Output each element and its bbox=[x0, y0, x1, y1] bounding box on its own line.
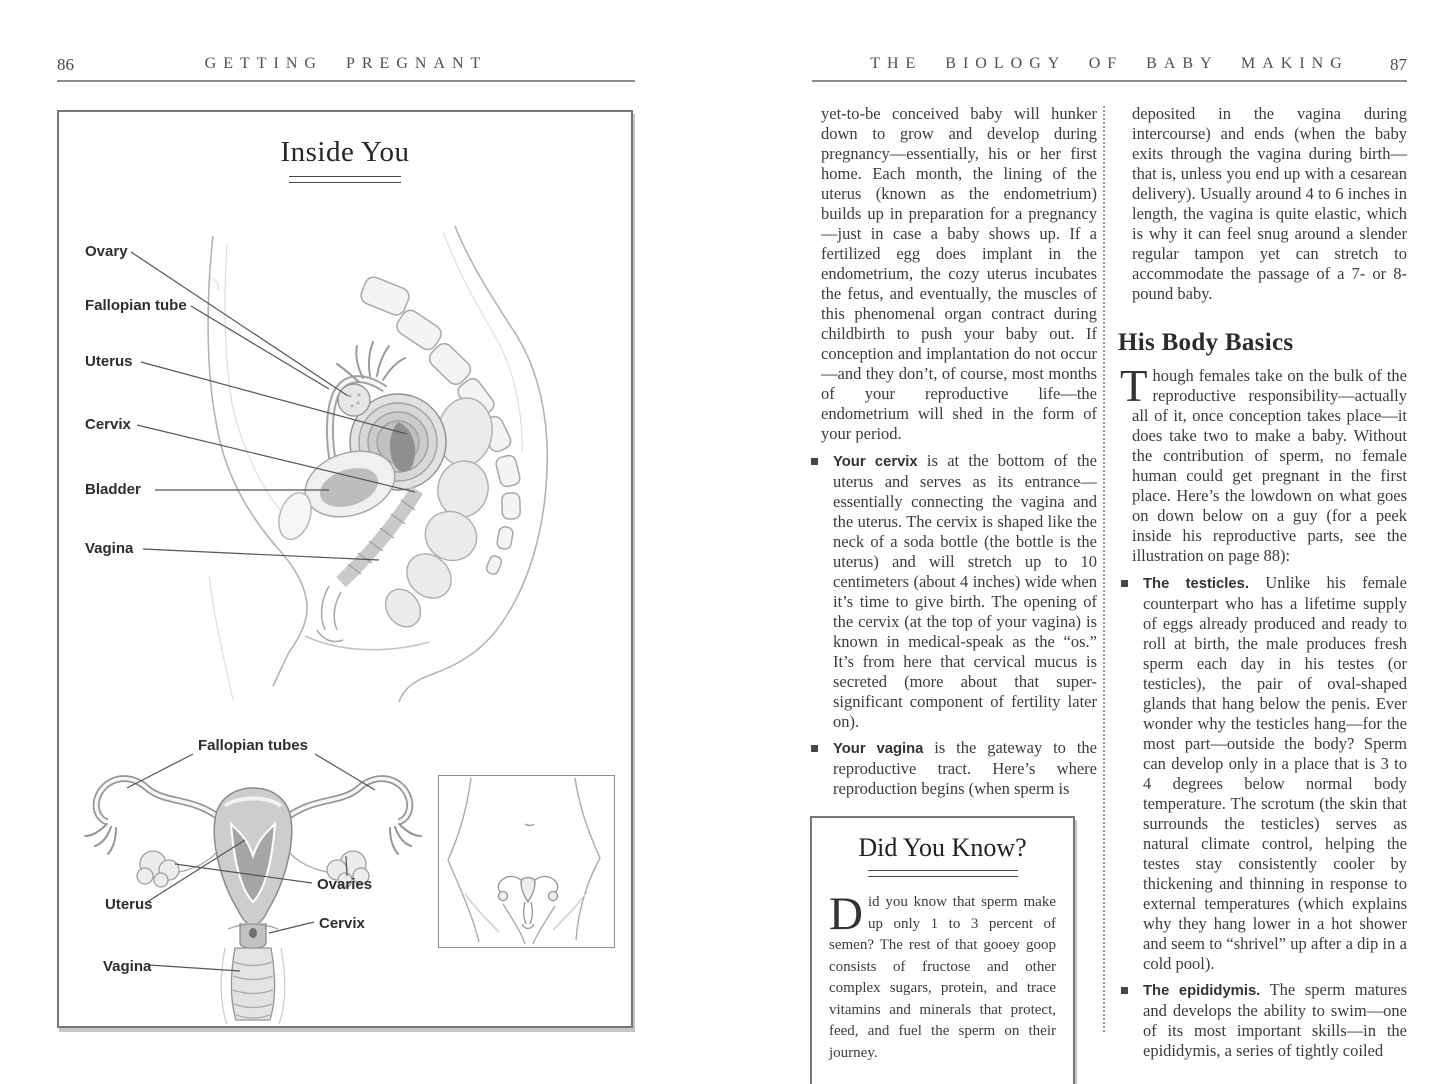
left-page-header bbox=[57, 55, 635, 77]
right-page-header bbox=[812, 55, 1407, 77]
bullet-list bbox=[1118, 573, 1407, 1061]
figure-title-rule bbox=[289, 176, 401, 183]
anatomy-figure-box bbox=[57, 110, 633, 1028]
label-ovaries: Ovaries bbox=[317, 876, 373, 893]
ovary-shape bbox=[338, 384, 370, 416]
body-front-contour bbox=[208, 236, 307, 686]
section-heading: His Body Basics bbox=[1118, 329, 1294, 356]
did-you-know-body: id you know that sperm make up only 1 to 3 percent of semen? The rest of that gooey goop consists of fructose and other complex sugars, protein, and trace vitamins and minerals that protect, feed, and fuel the sperm on their journey. bbox=[829, 894, 1056, 1061]
drop-cap: D bbox=[829, 888, 863, 940]
external-view-inset bbox=[438, 775, 615, 948]
drop-cap: T bbox=[1120, 361, 1148, 411]
bullet-text: is the gateway to the reproductive tract. Here’s where reproduction begins (when sperm is bbox=[833, 738, 1097, 798]
paragraph-text: hough females take on the bulk of the reproductive responsibility—actually all of it, once conception takes place—it does take two to make a baby. Without the contribution of sperm, no female human could get pregnant in the first place. Here’s the lowdown on what goes on down below on a guy (for a peek inside his reproductive parts, see the illustration on page 88): bbox=[1132, 366, 1407, 565]
text-column-1 bbox=[808, 104, 1097, 1084]
external-torso-illustration bbox=[439, 776, 611, 944]
left-page-number: 86 bbox=[57, 55, 74, 74]
text-column-2 bbox=[1118, 104, 1407, 1061]
label-fallopian-tube: Fallopian tube bbox=[85, 297, 187, 314]
body-inner-contour bbox=[225, 244, 283, 514]
figure-title: Inside You bbox=[280, 136, 410, 168]
did-you-know-rule bbox=[868, 870, 1018, 877]
bullet-lead: The testicles. bbox=[1143, 576, 1249, 592]
paragraph-dropcap bbox=[1120, 361, 1407, 566]
label-fallopian-tubes: Fallopian tubes bbox=[197, 737, 309, 754]
bullet-lead: The epididymis. bbox=[1143, 983, 1261, 999]
bullet-text: Unlike his female counterpart who has a lifetime supply of eggs already produced and ready to roll at birth, the male produces fresh sperm each day in his testes (or testicles), the pair of oval-shaped glands that hang below the penis. Ever wonder why the testicles hang—for the most part—outside the body? Sperm can develop only in a place that is 3 to 4 degrees below normal body temperature. The scrotum (the skin that surrounds the testicles) serves as natural climate control, helping the testes stay consistently cooler by thickening and thinning in response to external temperatures (which explains why they hang lower in a hot shower and seem to “shrivel” up after a dip in a cold pool). bbox=[1143, 573, 1407, 973]
bullet-lead: Your vagina bbox=[833, 741, 924, 757]
paragraph: deposited in the vagina during intercourse) and ends (when the baby exits through the vagina during birth—that is, unless you end up with a cesarean delivery). Usually around 4 to 6 inches in length, the vagina is quite elastic, which is why it can feel snug around a slender regular tampon yet can stretch to accommodate the passage of a 7- or 8-pound baby. bbox=[1132, 104, 1407, 303]
label-vagina-front: Vagina bbox=[103, 958, 152, 975]
vagina-tube bbox=[231, 948, 274, 1020]
paragraph: yet-to-be conceived baby will hunker down to grow and develop during pregnancy—essentially, his or her first home. Each month, the lining of the uterus (known as the endometrium) builds up in preparation for a pregnancy—just in case a baby shows up. If a fertilized egg does implant in the endometrium, the cozy uterus incubates the fetus, and eventually, the muscles of this phenomenal organ contract during childbirth to push your baby out. If conception and implantation do not occur—and they don’t, of course, most months of your reproductive life—the endometrium will shed in the form of your period. bbox=[821, 104, 1097, 443]
thigh-line bbox=[209, 576, 233, 700]
side-view-anatomy-illustration bbox=[67, 184, 623, 714]
cervical-os bbox=[249, 928, 257, 938]
label-cervix: Cervix bbox=[85, 416, 131, 433]
right-running-head: THE BIOLOGY OF BABY MAKING bbox=[870, 55, 1349, 72]
right-page-number: 87 bbox=[1390, 55, 1407, 74]
mini-uterus-glyph bbox=[498, 876, 557, 928]
did-you-know-text bbox=[829, 888, 1056, 1064]
left-running-head: GETTING PREGNANT bbox=[204, 55, 488, 72]
bullet-square-icon bbox=[811, 745, 818, 752]
bullet-lead: Your cervix bbox=[833, 454, 918, 470]
vulva-folds bbox=[317, 586, 343, 642]
bullet-list bbox=[808, 451, 1097, 799]
label-bladder: Bladder bbox=[85, 481, 141, 498]
left-header-rule bbox=[57, 80, 635, 82]
navel-line bbox=[213, 279, 218, 290]
fimbriae bbox=[337, 342, 405, 382]
right-header-rule bbox=[812, 80, 1407, 82]
bullet-text: is at the bottom of the uterus and serves as its entrance—essentially connecting the vagina and the uterus. The cervix is shaped like the neck of a soda bottle (the bottle is the uterus) and will stretch up to 10 centimeters (about 4 inches) wide when it’s time to give birth. The opening of the cervix (at the top of your vagina) is known in medical-speak as the “os.” It’s from here that cervical mucus is secreted (more about that super-significant component of fertility later on). bbox=[833, 451, 1097, 731]
label-cervix-front: Cervix bbox=[319, 915, 365, 932]
label-uterus: Uterus bbox=[85, 353, 133, 370]
bullet-square-icon bbox=[1121, 580, 1128, 587]
did-you-know-box bbox=[810, 816, 1075, 1084]
bullet-square-icon bbox=[811, 458, 818, 465]
front-view-uterus-illustration bbox=[75, 728, 445, 1024]
bullet-your-vagina bbox=[808, 738, 1097, 799]
label-uterus-front: Uterus bbox=[105, 896, 153, 913]
did-you-know-title: Did You Know? bbox=[858, 833, 1027, 862]
bullet-the-epididymis bbox=[1118, 980, 1407, 1061]
bullet-square-icon bbox=[1121, 987, 1128, 994]
bullet-your-cervix bbox=[808, 451, 1097, 732]
label-ovary: Ovary bbox=[85, 243, 128, 260]
label-vagina: Vagina bbox=[85, 540, 134, 557]
bullet-the-testicles bbox=[1118, 573, 1407, 974]
column-divider bbox=[1103, 106, 1105, 1032]
bullet-text: The sperm matures and develops the ability to swim—one of its most important skills—in the epididymis, a series of tightly coiled bbox=[1143, 980, 1407, 1060]
